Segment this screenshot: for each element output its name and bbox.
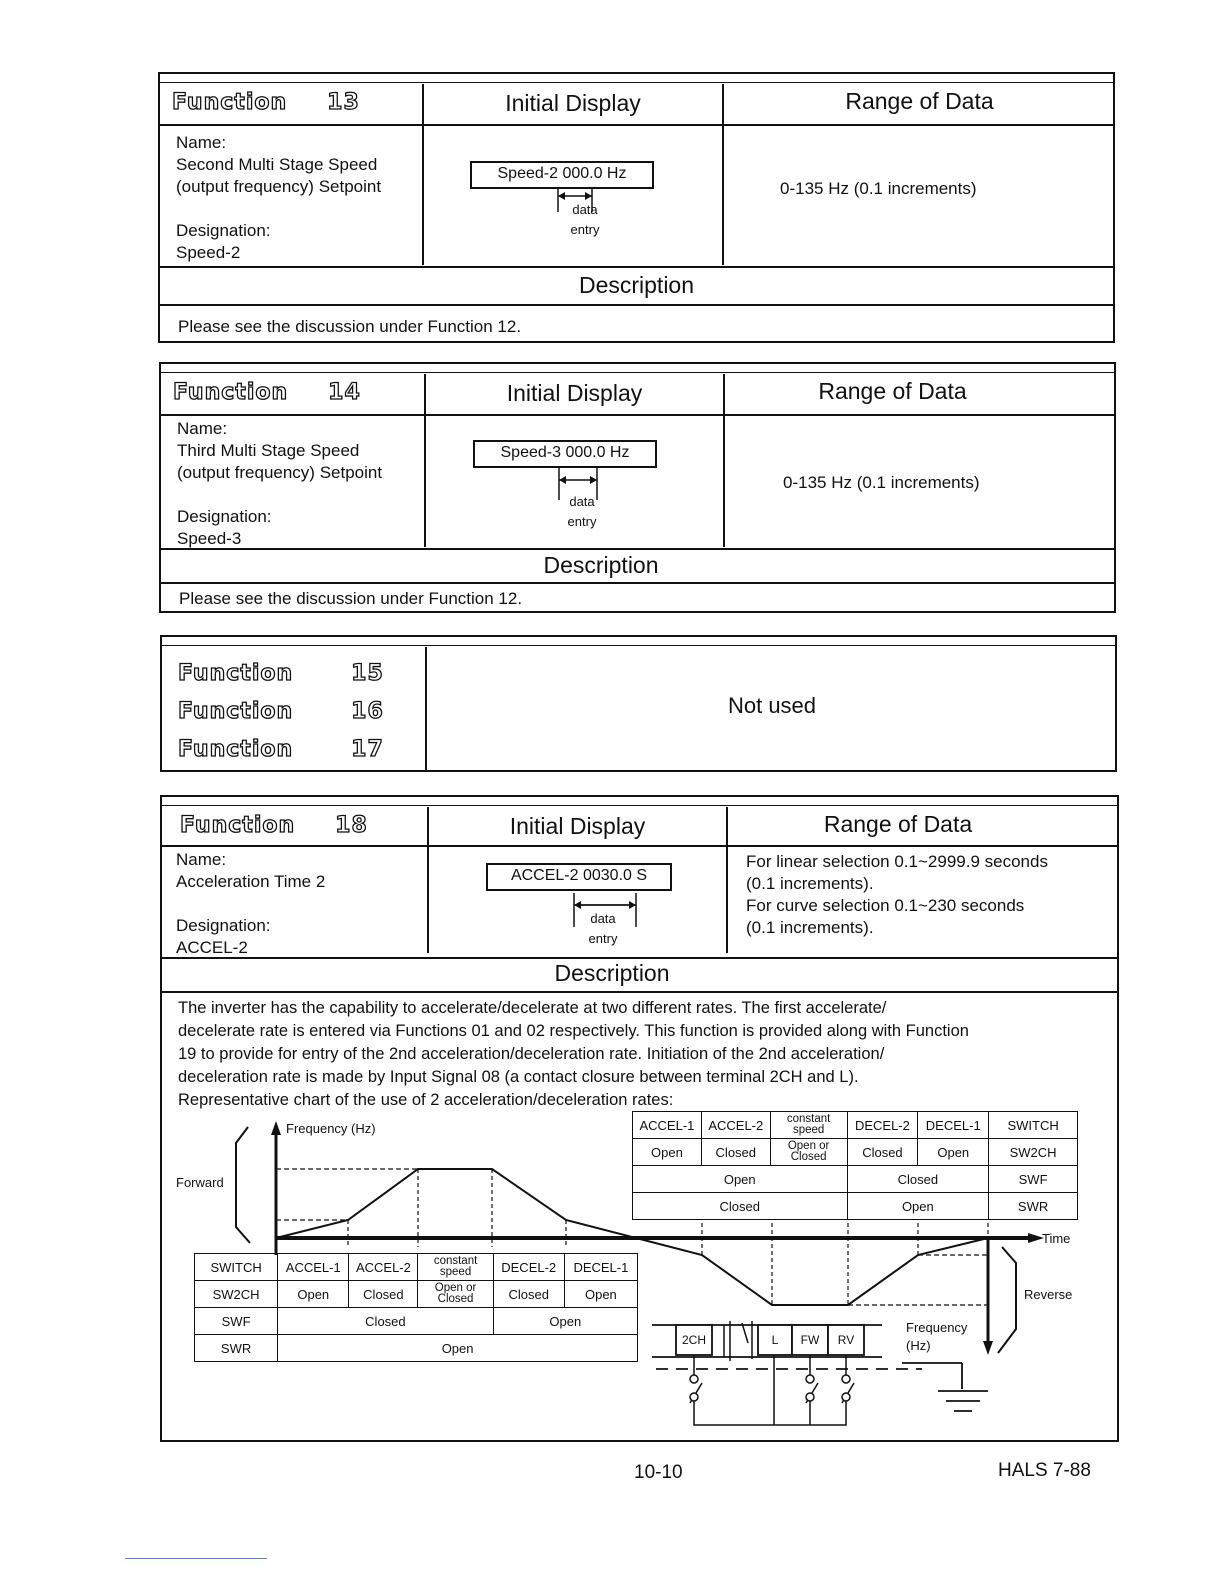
reverse-bracket: [998, 1247, 1016, 1353]
terminal-label: L: [771, 1333, 779, 1347]
table-cell: DECEL-1: [918, 1112, 989, 1139]
table-row: [633, 1139, 1078, 1166]
function-15-17-panel: [160, 635, 1117, 772]
reverse-frequency-label-line: Frequency: [906, 1320, 968, 1335]
initial-display-header: Initial Display: [509, 813, 646, 839]
divider: [160, 124, 1113, 126]
divider: [162, 845, 1117, 847]
table-cell: Open: [493, 1308, 637, 1335]
table-cell: Closed: [701, 1139, 770, 1166]
range-value: For curve selection 0.1~230 seconds: [746, 896, 1025, 915]
name-label: Name:: [176, 850, 227, 869]
name-value: (output frequency) Setpoint: [176, 177, 382, 196]
table-cell: Open: [633, 1139, 702, 1166]
panel-top-rule: [160, 82, 1113, 83]
range-value: 0-135 Hz (0.1 increments): [783, 473, 980, 492]
forward-switch-table: [194, 1253, 638, 1362]
table-row: [195, 1308, 638, 1335]
description-text: Please see the discussion under Function 12.: [178, 317, 522, 336]
table-cell: SWITCH: [989, 1112, 1078, 1139]
terminal-label: 2CH: [681, 1333, 706, 1347]
time-label: Time: [1042, 1231, 1071, 1246]
reverse-frequency-label-line: (Hz): [906, 1338, 931, 1353]
table-cell: DECEL-2: [847, 1112, 918, 1139]
description-text: Please see the discussion under Function 12.: [179, 589, 523, 608]
description-header: Description: [543, 552, 659, 578]
table-cell: Open or Closed: [418, 1281, 493, 1308]
reverse-frequency-label: [906, 1319, 967, 1355]
table-cell: DECEL-1: [564, 1254, 637, 1281]
table-cell: Closed: [278, 1308, 493, 1335]
table-cell: SW2CH: [195, 1281, 278, 1308]
function-14-panel: [159, 362, 1116, 613]
designation-label: Designation:: [176, 916, 271, 935]
terminal-divider: [742, 1323, 748, 1343]
entry-label: entry: [570, 222, 600, 237]
designation-value: Speed-2: [176, 243, 241, 262]
table-cell: Open: [633, 1166, 848, 1193]
page-number: 10-10: [634, 1462, 683, 1483]
designation-value: Speed-3: [177, 529, 242, 548]
divider: [160, 266, 1113, 268]
display-readout: Speed-3 000.0 Hz: [473, 440, 657, 468]
function-title: Function 14: [173, 380, 361, 405]
table-cell: Closed: [493, 1281, 564, 1308]
reverse-profile-line: [636, 1238, 988, 1305]
function-title: Function 18: [180, 813, 368, 838]
data-label: data: [590, 911, 616, 926]
table-cell: constant speed: [770, 1112, 847, 1139]
table-cell: ACCEL-1: [633, 1112, 702, 1139]
panel-top-rule: [162, 805, 1117, 806]
table-cell: Open: [564, 1281, 637, 1308]
range-value: (0.1 increments).: [746, 874, 874, 893]
switch-swr: [842, 1393, 850, 1401]
table-cell: ACCEL-2: [349, 1254, 418, 1281]
table-cell: DECEL-2: [493, 1254, 564, 1281]
function-title: Function 16: [178, 699, 384, 724]
range-value: 0-135 Hz (0.1 increments): [780, 179, 977, 198]
not-used-text: Not used: [727, 693, 817, 718]
axis-arrow-icon: [983, 1341, 993, 1355]
divider: [162, 991, 1117, 993]
footnote-rule: [125, 1558, 267, 1559]
designation-label: Designation:: [176, 221, 271, 240]
table-row: [195, 1335, 638, 1362]
table-cell: Open: [278, 1281, 349, 1308]
name-block: [176, 849, 325, 959]
function-title: Function 15: [178, 661, 384, 686]
name-value: (output frequency) Setpoint: [177, 463, 383, 482]
table-cell: Closed: [349, 1281, 418, 1308]
description-line: 19 to provide for entry of the 2nd acceleration/deceleration rate. Initiation of the 2nd acceleration/: [178, 1045, 885, 1063]
table-cell: SWF: [195, 1308, 278, 1335]
function-18-panel: [160, 795, 1119, 1442]
data-label: data: [572, 202, 598, 217]
range-of-data-header: Range of Data: [823, 811, 973, 837]
description-header: Description: [578, 272, 695, 298]
switch-swf: [806, 1375, 814, 1383]
range-of-data-header: Range of Data: [845, 88, 994, 114]
divider: [161, 582, 1114, 584]
name-value: Second Multi Stage Speed: [176, 155, 378, 174]
table-cell: Closed: [847, 1166, 989, 1193]
function-title: Function 13: [172, 90, 360, 115]
divider: [161, 414, 1114, 416]
name-value: Acceleration Time 2: [176, 872, 326, 891]
panel-top-rule: [161, 372, 1114, 373]
table-cell: ACCEL-2: [701, 1112, 770, 1139]
table-cell: SWR: [989, 1193, 1078, 1220]
panel-top-rule: [162, 645, 1115, 646]
table-cell: Open or Closed: [770, 1139, 847, 1166]
forward-bracket: [236, 1127, 250, 1243]
table-cell: SW2CH: [989, 1139, 1078, 1166]
range-block: [746, 851, 1048, 939]
description-text: [178, 997, 1118, 1112]
forward-label: Forward: [176, 1175, 224, 1190]
description-line: deceleration rate is made by Input Signal 08 (a contact closure between terminal 2CH and L).: [178, 1068, 859, 1086]
description-line: The inverter has the capability to accelerate/decelerate at two different rates. The first accelerate/: [178, 999, 887, 1017]
name-block: [177, 418, 382, 550]
initial-display-header: Initial Display: [506, 380, 643, 406]
table-row: [633, 1193, 1078, 1220]
table-cell: Open: [918, 1139, 989, 1166]
name-label: Name:: [177, 419, 228, 438]
name-label: Name:: [176, 133, 227, 152]
table-cell: Closed: [847, 1139, 918, 1166]
table-row: [633, 1112, 1078, 1139]
switch-swr: [842, 1375, 850, 1383]
description-line: decelerate rate is entered via Functions 01 and 02 respectively. This function is provided along with Function: [178, 1022, 969, 1040]
frequency-axis-label: Frequency (Hz): [286, 1121, 376, 1136]
document-reference: HALS 7-88: [998, 1460, 1091, 1481]
description-line: Representative chart of the use of 2 acceleration/deceleration rates:: [178, 1091, 674, 1109]
axis-arrow-icon: [271, 1121, 281, 1135]
terminal-label: RV: [837, 1333, 855, 1347]
function-13-panel: [158, 72, 1115, 343]
initial-display-header: Initial Display: [505, 90, 641, 116]
terminal-label: FW: [800, 1333, 820, 1347]
table-cell: Open: [278, 1335, 638, 1362]
data-label: data: [569, 494, 595, 509]
table-cell: SWR: [195, 1335, 278, 1362]
range-of-data-header: Range of Data: [818, 378, 967, 404]
description-header: Description: [554, 960, 670, 986]
table-row: [195, 1281, 638, 1308]
display-readout: Speed-2 000.0 Hz: [470, 161, 654, 189]
range-value: For linear selection 0.1~2999.9 seconds: [746, 852, 1048, 871]
switch-common-wire: [694, 1401, 846, 1425]
name-block: [176, 132, 381, 264]
table-cell: SWF: [989, 1166, 1078, 1193]
entry-label: entry: [567, 514, 597, 529]
table-cell: ACCEL-1: [278, 1254, 349, 1281]
designation-value: ACCEL-2: [176, 938, 248, 957]
table-row: [633, 1166, 1078, 1193]
table-cell: constant speed: [418, 1254, 493, 1281]
range-value: (0.1 increments).: [746, 918, 874, 937]
table-row: [195, 1254, 638, 1281]
reverse-switch-table: [632, 1111, 1078, 1220]
divider: [160, 304, 1113, 306]
function-title: Function 17: [178, 737, 384, 762]
forward-profile-line: [276, 1169, 636, 1238]
reverse-label: Reverse: [1024, 1287, 1073, 1302]
table-cell: Closed: [633, 1193, 848, 1220]
switch-swf: [806, 1393, 814, 1401]
entry-label: entry: [588, 931, 618, 946]
switch-sw2ch: [690, 1393, 698, 1401]
name-value: Third Multi Stage Speed: [177, 441, 360, 460]
switch-sw2ch: [690, 1375, 698, 1383]
table-cell: SWITCH: [195, 1254, 278, 1281]
table-cell: Open: [847, 1193, 989, 1220]
display-readout: ACCEL-2 0030.0 S: [486, 863, 672, 891]
designation-label: Designation:: [177, 507, 272, 526]
